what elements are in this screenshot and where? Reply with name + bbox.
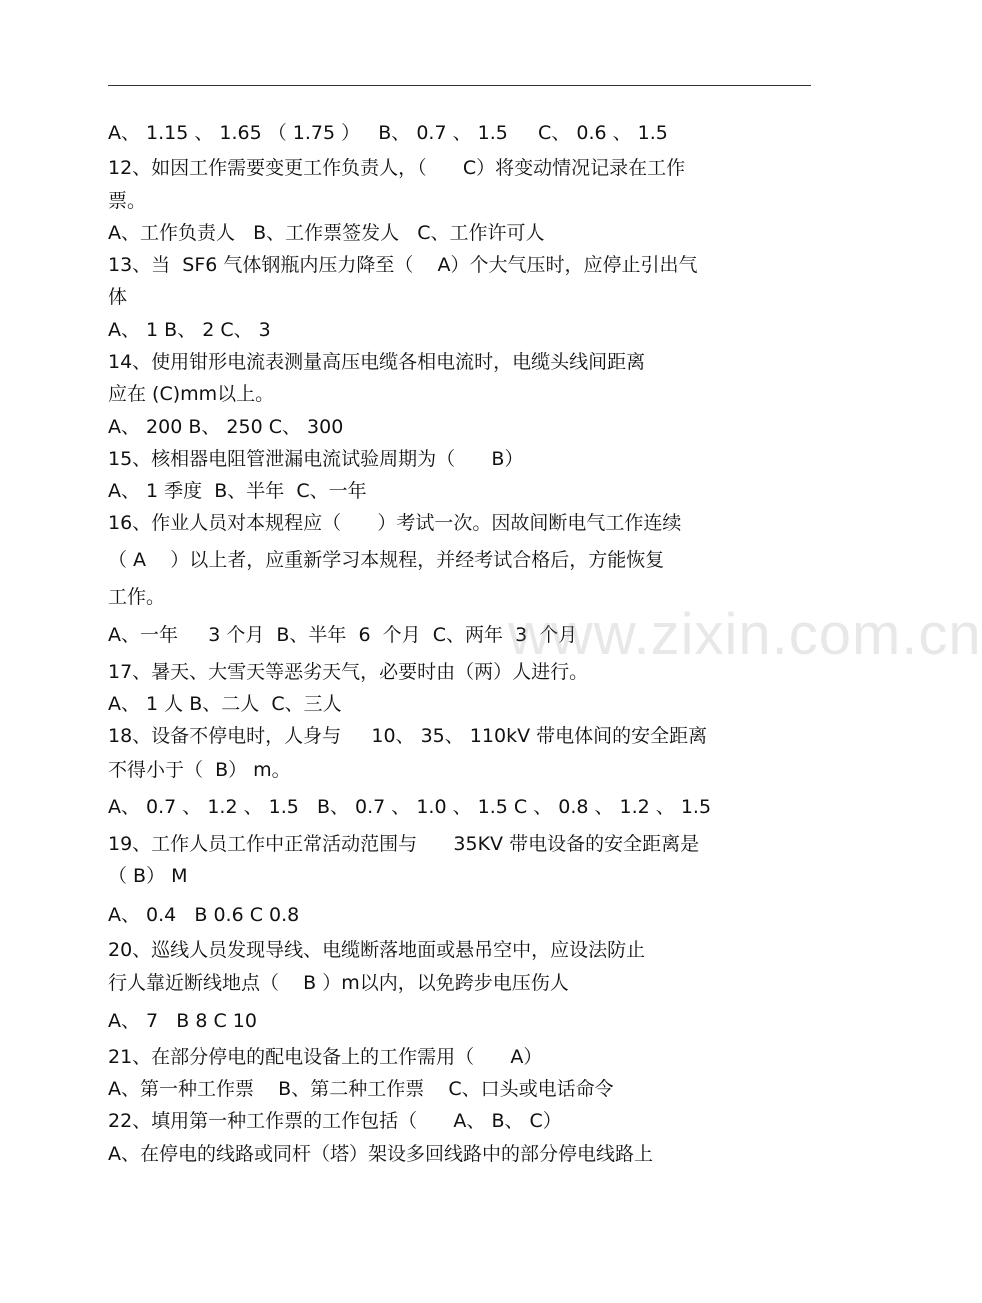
text-line: 13、当 SF6 气体钢瓶内压力降至（ A）个大气压时，应停止引出气 [108, 254, 698, 276]
text-line: 20、巡线人员发现导线、电缆断落地面或悬吊空中，应设法防止 [108, 939, 646, 961]
text-line: A、 0.4 B 0.6 C 0.8 [108, 904, 300, 926]
text-line: 22、填用第一种工作票的工作包括（ A、 B、 C） [108, 1110, 562, 1132]
text-line: （ B） M [108, 865, 188, 887]
text-line: 17、暑天、大雪天等恶劣天气，必要时由（两）人进行。 [108, 661, 589, 683]
text-line: 15、核相器电阻管泄漏电流试验周期为（ B） [108, 448, 524, 470]
text-line: A、 7 B 8 C 10 [108, 1010, 257, 1032]
text-line: A、 1 人 B、二人 C、三人 [108, 693, 342, 715]
text-line: A、第一种工作票 B、第二种工作票 C、口头或电话命令 [108, 1078, 614, 1100]
text-line: 21、在部分停电的配电设备上的工作需用（ A） [108, 1046, 543, 1068]
text-line: 工作。 [108, 586, 166, 608]
text-line: A、 1 季度 B、半年 C、一年 [108, 480, 367, 502]
watermark: www.zixin.com.cn [508, 602, 982, 667]
text-line: 16、作业人员对本规程应（ ）考试一次。因故间断电气工作连续 [108, 512, 682, 534]
text-line: 不得小于（ B） m。 [108, 759, 291, 781]
text-line: A、一年 3 个月 B、半年 6 个月 C、两年 3 个月 [108, 624, 578, 646]
text-line: A、在停电的线路或同杆（塔）架设多回线路中的部分停电线路上 [108, 1143, 653, 1165]
text-line: 行人靠近断线地点（ B ）m以内，以免跨步电压伤人 [108, 972, 569, 994]
text-line: 12、如因工作需要变更工作负责人，（ C）将变动情况记录在工作 [108, 157, 686, 179]
text-line: A、 1 B、 2 C、 3 [108, 319, 271, 341]
text-line: A、 200 B、 250 C、 300 [108, 416, 344, 438]
text-line: （ A ）以上者，应重新学习本规程，并经考试合格后，方能恢复 [108, 549, 665, 571]
header-rule [108, 85, 811, 86]
text-line: 14、使用钳形电流表测量高压电缆各相电流时，电缆头线间距离 [108, 351, 646, 373]
text-line: 19、工作人员工作中正常活动范围与 35KV 带电设备的安全距离是 [108, 833, 700, 855]
text-line: 应在 (C)mm以上。 [108, 383, 275, 405]
text-line: 体 [108, 286, 128, 308]
text-line: A、工作负责人 B、工作票签发人 C、工作许可人 [108, 222, 545, 244]
text-line: 18、设备不停电时，人身与 10、 35、 110kV 带电体间的安全距离 [108, 725, 708, 747]
text-line: A、 0.7 、 1.2 、 1.5 B、 0.7 、 1.0 、 1.5 C 、 0.8 、 1.2 、 1.5 [108, 796, 712, 818]
text-line: A、 1.15 、 1.65 （ 1.75 ） B、 0.7 、 1.5 C、 0.6 、 1.5 [108, 122, 668, 144]
text-line: 票。 [108, 190, 147, 212]
